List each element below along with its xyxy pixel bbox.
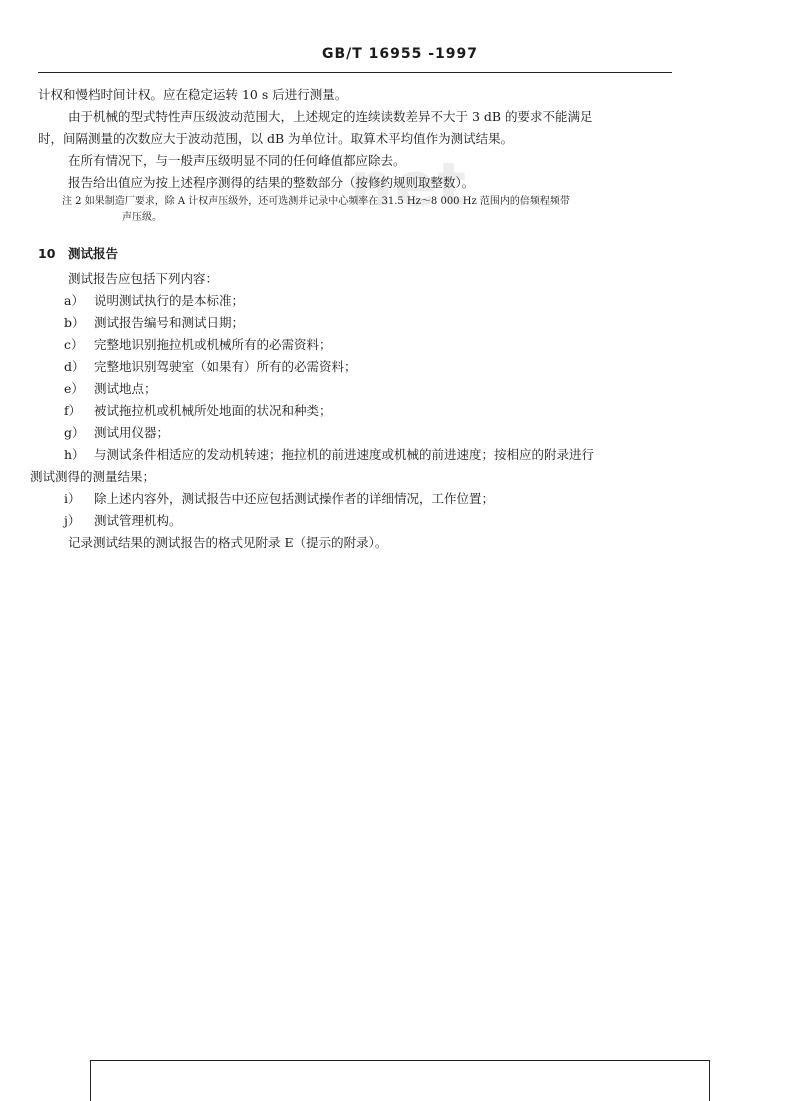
list-item: b） 测试报告编号和测试日期； <box>64 315 245 330</box>
paragraph: 计权和慢档时间计权。应在稳定运转 10 s 后进行测量。 <box>38 87 348 102</box>
document-body <box>30 84 672 554</box>
list-item: g） 测试用仪器； <box>64 425 170 440</box>
list-item: h） 与测试条件相适应的发动机转速；拖拉机的前进速度或机械的前进速度；按相应的附录进行 <box>64 447 595 462</box>
list-item: c） 完整地识别拖拉机或机械所有的必需资料； <box>64 337 332 352</box>
list-item: j） 测试管理机构。 <box>64 513 182 528</box>
list-item: i） 除上述内容外，测试报告中还应包括测试操作者的详细情况，工作位置； <box>64 491 495 506</box>
list-item: e） 测试地点； <box>64 381 157 396</box>
list-item-continuation: 测试测得的测量结果； <box>30 469 156 484</box>
header-rule <box>38 72 672 73</box>
note-line: 注 2 如果制造厂要求，除 A 计权声压级外，还可选测并记录中心频率在 31.5 Hz～8 000 Hz 范围内的倍频程频带 <box>62 196 570 207</box>
section-heading <box>38 244 672 262</box>
closing-paragraph: 记录测试结果的测试报告的格式见附录 E（提示的附录）。 <box>68 535 388 550</box>
section-number: 10 <box>38 246 56 261</box>
page-header-standard: GB/T 16955 -1997 <box>321 46 479 62</box>
list-item: a） 说明测试执行的是本标准； <box>64 293 245 308</box>
note-line: 声压级。 <box>122 212 162 223</box>
watermark: net <box>350 150 469 220</box>
section-title: 测试报告 <box>68 246 119 261</box>
paragraph: 在所有情况下，与一般声压级明显不同的任何峰值都应除去。 <box>68 153 406 168</box>
section-intro: 测试报告应包括下列内容： <box>68 271 219 286</box>
paragraph: 时，间隔测量的次数应大于波动范围，以 dB 为单位计。取算术平均值作为测试结果。 <box>38 131 514 146</box>
list-item: f） 被试拖拉机或机械所处地面的状况和种类； <box>64 403 332 418</box>
paragraph: 报告给出值应为按上述程序测得的结果的整数部分（按修约规则取整数）。 <box>68 175 475 190</box>
paragraph: 由于机械的型式特性声压级波动范围大，上述规定的连续读数差异不大于 3 dB 的要求不能满足 <box>68 109 593 124</box>
footer-frame <box>90 1060 710 1101</box>
list-item: d） 完整地识别驾驶室（如果有）所有的必需资料； <box>64 359 357 374</box>
